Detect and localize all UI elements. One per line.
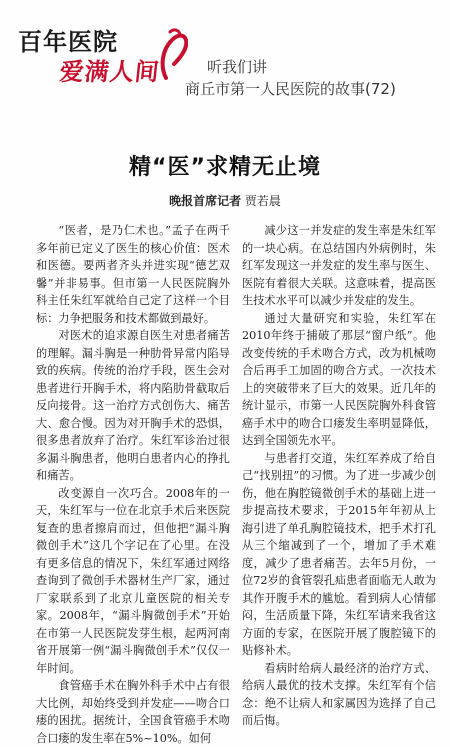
paragraph: 食管癌手术在胸外科手术中占有很大比例，却始终受到并发症——吻合口瘘的困扰。据统计，全国食管癌手术吻合口瘘的发生率在5%~10%。如何 [36,679,230,745]
byline-name: 贾若晨 [244,194,281,208]
paragraph: 看病时给病人最经济的治疗方式、给病人最优的技术支撑。朱红军有个信念：绝不让病人和家属因为选择了自己而后悔。 [242,661,436,727]
paragraph: 改变源自一次巧合。2008年的一天，朱红军与一位在北京手术后来医院复查的患者擦肩而过，但他把“漏斗胸微创手术”这几个字记在了心里。在没有更多信息的情况下，朱红军通过网络查询到了微创手术器材生产厂家，通过厂家联系到了北京儿童医院的相关专家。2008年，“漏斗胸微创手术”开始在市第一人民医院发芽生根，起两河南省开展第一例“漏斗胸微创手术”仅仅一年时间。 [36,486,230,675]
brand-line2: 爱满人间 [58,58,162,86]
masthead [0,0,450,120]
paragraph: 与患者打交道，朱红军养成了给自己“找别扭”的习惯。为了进一步减少创伤，他在胸腔镜微创手术的基础上进一步提高技术要求，于2015年年初从上海引进了单孔胸腔镜技术，把手术打孔从三个缩减到了一个，增加了手术难度，减少了患者痛苦。去年5月份，一位72岁的食管裂孔疝患者面临无人敢为其作开腹手术的尴尬。看到病人心情郁闷，生活质量下降，朱红军请来我省这方面的专家，在医院开展了腹腔镜下的贴修补术。 [242,451,436,657]
byline [0,192,450,209]
heart-icon [158,28,188,83]
article-headline: 精“医”求精无止境 [129,155,321,180]
paragraph: 对医术的追求源自医生对患者痛苦的理解。漏斗胸是一种肋骨异常内陷导致的疾病。传统的治疗手段，医生会对患者进行开胸手术，将内陷肋骨截取后反向接骨。这一治疗方式创伤大、痛苦大、愈合慢。因为对开胸手术的恐惧，很多患者放弃了治疗。朱红军诊治过很多漏斗胸患者，他明白患者内心的挣扎和痛苦。 [36,329,230,482]
article-body [36,222,436,745]
brand-logo [8,20,183,90]
byline-role: 晚报首席记者 [169,194,242,208]
series-title: 商丘市第一人民医院的故事(72) [185,80,396,98]
brand-line1: 百年医院 [18,28,118,56]
left-column [36,222,230,745]
paragraph: “医者，是乃仁术也。”孟子在两千多年前已定义了医生的核心价值：医术和医德。要两者齐头并进实现“德艺双馨”并非易事。但市第一人民医院胸外科主任朱红军就给自己定了这样一个目标：力争把服务和技术都做到最好。 [36,224,230,325]
series-kicker: 听我们讲 [207,58,268,76]
paragraph: 通过大量研究和实验，朱红军在2010年终于捕破了那层“窗户纸”。他改变传统的手术吻合方式，改为机械吻合后再手工加固的吻合方式。一次技术上的突破带来了巨大的效果。近几年的统计显示，市第一人民医院胸外科食管癌手术中的吻合口瘘发生率明显降低，达到全国领先水平。 [242,311,436,447]
right-column [242,222,436,727]
paragraph: 减少这一并发症的发生率是朱红军的一块心病。在总结国内外病例时，朱红军发现这一并发症的发生率与医生、医院有着很大关联。这意味着，提高医生技术水平可以减少并发症的发生。 [242,224,436,307]
